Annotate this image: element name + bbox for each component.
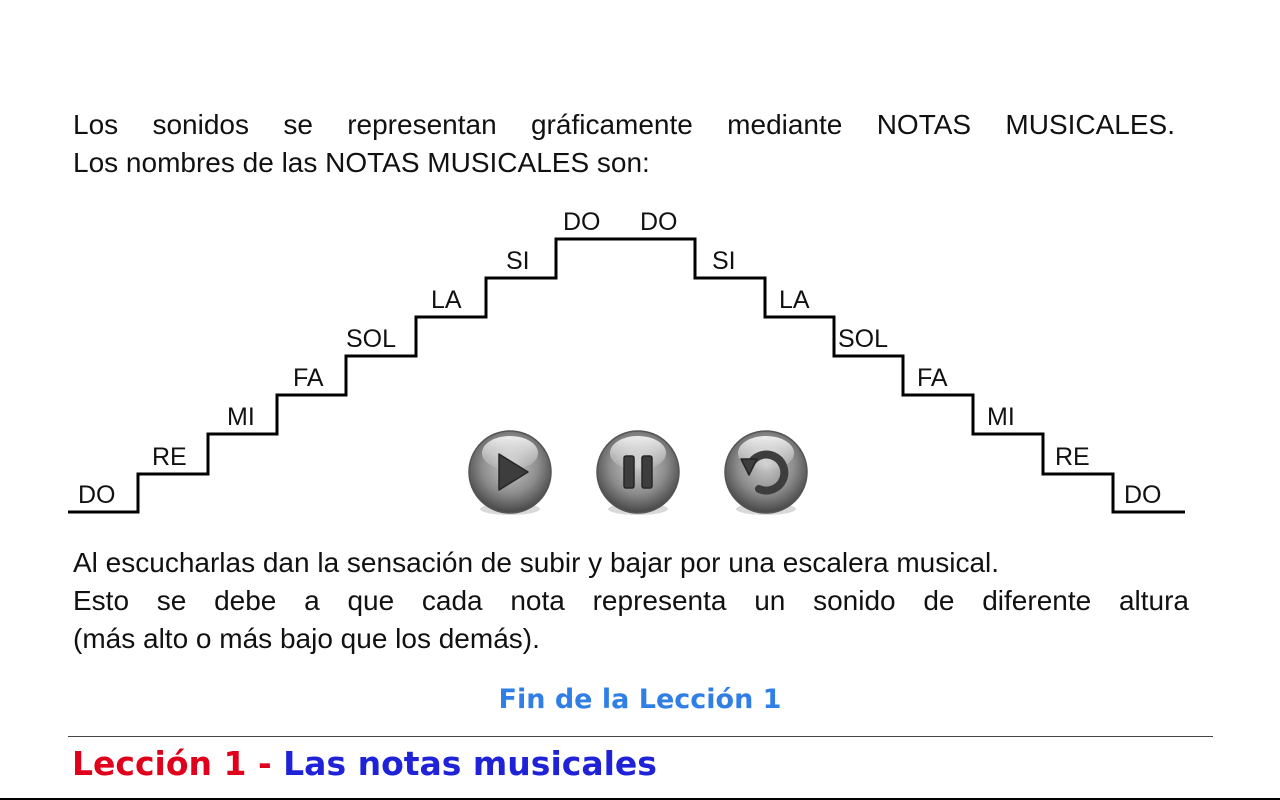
play-icon bbox=[465, 429, 555, 519]
intro-line-2: Los nombres de las NOTAS MUSICALES son: bbox=[73, 147, 650, 178]
lesson-separator: - bbox=[246, 744, 284, 783]
intro-line-1: Los sonidos se representan gráficamente mediante NOTAS MUSICALES. bbox=[73, 109, 1175, 140]
note-asc-do-low: DO bbox=[78, 481, 116, 509]
note-desc-la: LA bbox=[779, 286, 810, 314]
outro-line-3: (más alto o más bajo que los demás). bbox=[73, 623, 540, 654]
replay-button[interactable] bbox=[721, 429, 811, 519]
lesson-number: Lección 1 bbox=[72, 744, 247, 783]
note-desc-sol: SOL bbox=[838, 325, 889, 353]
note-asc-si: SI bbox=[506, 247, 530, 275]
outro-line-1: Al escucharlas dan la sensación de subir y bajar por una escalera musical. bbox=[73, 547, 1000, 578]
note-desc-re: RE bbox=[1055, 443, 1090, 471]
note-desc-mi: MI bbox=[987, 403, 1015, 431]
outro-paragraph bbox=[73, 544, 1189, 658]
play-button[interactable] bbox=[465, 429, 555, 519]
note-asc-mi: MI bbox=[227, 403, 255, 431]
intro-paragraph bbox=[73, 106, 1175, 182]
replay-icon bbox=[721, 429, 811, 519]
note-asc-la: LA bbox=[431, 286, 462, 314]
descending-stairs bbox=[625, 239, 1185, 512]
note-asc-fa: FA bbox=[293, 364, 324, 392]
lesson-end-label: Fin de la Lección 1 bbox=[498, 684, 782, 715]
note-desc-do-low: DO bbox=[1124, 481, 1162, 509]
outro-line-2: Esto se debe a que cada nota representa un sonido de diferente altura bbox=[73, 585, 1189, 616]
pause-icon bbox=[593, 429, 683, 519]
note-desc-si: SI bbox=[712, 247, 736, 275]
note-asc-re: RE bbox=[152, 443, 187, 471]
note-asc-do-high: DO bbox=[563, 208, 601, 236]
note-desc-do-high: DO bbox=[640, 208, 678, 236]
lesson-title bbox=[72, 744, 657, 783]
note-asc-sol: SOL bbox=[346, 325, 397, 353]
note-desc-fa: FA bbox=[917, 364, 948, 392]
footer-divider bbox=[68, 736, 1213, 737]
lesson-name: Las notas musicales bbox=[283, 744, 657, 783]
pause-button[interactable] bbox=[593, 429, 683, 519]
